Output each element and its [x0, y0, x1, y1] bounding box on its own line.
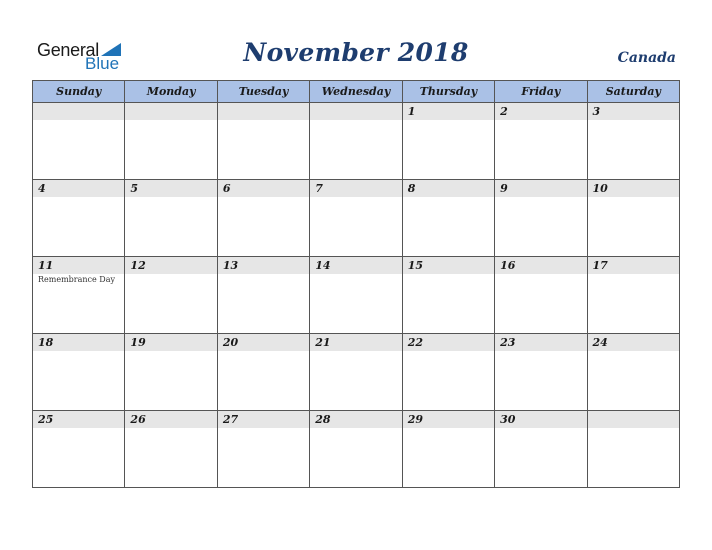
day-number: 20 — [222, 336, 239, 349]
day-number: 13 — [222, 259, 239, 272]
day-cell — [33, 411, 125, 488]
day-number: 24 — [592, 336, 608, 349]
day-number: 30 — [500, 413, 516, 426]
day-cell — [495, 334, 587, 411]
day-cell — [310, 257, 402, 334]
day-cell — [33, 180, 125, 257]
day-cell — [125, 180, 217, 257]
day-number: 22 — [407, 336, 423, 349]
day-number: 21 — [315, 336, 331, 349]
day-cell — [402, 411, 494, 488]
day-cell-header — [403, 411, 494, 428]
weekday-header-row — [33, 81, 680, 103]
day-number: 6 — [222, 182, 231, 195]
day-number: 14 — [315, 259, 331, 272]
day-cell — [310, 180, 402, 257]
day-cell-header — [310, 334, 401, 351]
day-cell-header — [125, 334, 216, 351]
day-cell — [310, 411, 402, 488]
calendar-grid — [32, 80, 680, 488]
week-row — [33, 103, 680, 180]
day-cell-header — [310, 103, 401, 120]
logo-text-blue: Blue — [85, 54, 120, 73]
country-label: Canada — [617, 50, 676, 66]
day-cell-header — [125, 257, 216, 274]
day-cell — [217, 334, 309, 411]
day-cell-header — [218, 334, 309, 351]
day-cell-header — [403, 180, 494, 197]
day-number: 28 — [315, 413, 331, 426]
day-number: 17 — [592, 259, 608, 272]
day-cell-header — [495, 411, 586, 428]
week-row — [33, 180, 680, 257]
day-cell-header — [218, 180, 309, 197]
day-cell — [495, 180, 587, 257]
day-cell — [33, 334, 125, 411]
empty-day-cell — [310, 103, 402, 180]
day-cell-header — [310, 257, 401, 274]
day-cell — [495, 411, 587, 488]
day-cell-header — [588, 334, 679, 351]
day-number: 26 — [130, 413, 146, 426]
day-cell-header — [33, 411, 124, 428]
day-cell-header — [588, 180, 679, 197]
weekday-header: Friday — [495, 81, 587, 103]
day-cell — [125, 257, 217, 334]
day-cell — [310, 334, 402, 411]
day-number: 27 — [222, 413, 239, 426]
day-cell-header — [495, 103, 586, 120]
day-cell — [402, 257, 494, 334]
week-row — [33, 257, 680, 334]
day-number: 4 — [38, 182, 46, 195]
day-number: 7 — [315, 182, 323, 195]
day-number: 12 — [130, 259, 146, 272]
day-number: 10 — [592, 182, 608, 195]
day-cell — [495, 103, 587, 180]
day-cell-header — [588, 103, 679, 120]
day-cell — [125, 411, 217, 488]
empty-day-cell — [33, 103, 125, 180]
day-cell-header — [218, 103, 309, 120]
holiday-label: Remembrance Day — [38, 275, 115, 284]
day-cell-header — [588, 411, 679, 428]
day-number: 18 — [38, 336, 54, 349]
day-cell-header — [403, 334, 494, 351]
empty-day-cell — [587, 411, 679, 488]
day-cell — [587, 180, 679, 257]
week-row — [33, 411, 680, 488]
day-number: 15 — [407, 259, 423, 272]
day-cell — [587, 103, 679, 180]
day-cell — [217, 411, 309, 488]
weekday-header: Thursday — [402, 81, 494, 103]
day-number: 3 — [592, 105, 601, 118]
day-cell-header — [495, 180, 586, 197]
day-cell — [402, 180, 494, 257]
day-cell — [217, 180, 309, 257]
page-title: November 2018 — [243, 38, 469, 67]
day-cell — [217, 257, 309, 334]
day-number: 29 — [407, 413, 423, 426]
day-cell-header — [125, 180, 216, 197]
day-cell-header — [218, 257, 309, 274]
empty-day-cell — [217, 103, 309, 180]
empty-day-cell — [125, 103, 217, 180]
day-cell-header — [310, 180, 401, 197]
day-cell-header — [495, 257, 586, 274]
day-cell — [402, 334, 494, 411]
day-cell-header — [33, 180, 124, 197]
day-cell-header — [403, 257, 494, 274]
logo-text-general: General — [37, 40, 99, 60]
day-number: 11 — [38, 259, 54, 272]
day-cell-header — [495, 334, 586, 351]
day-number: 2 — [500, 105, 508, 118]
day-cell-header — [310, 411, 401, 428]
day-number: 9 — [500, 182, 508, 195]
day-number: 16 — [500, 259, 516, 272]
day-cell-header — [218, 411, 309, 428]
day-cell-header — [125, 411, 216, 428]
day-cell — [587, 257, 679, 334]
day-cell-header — [125, 103, 216, 120]
day-cell-header — [33, 334, 124, 351]
week-row — [33, 334, 680, 411]
day-cell — [125, 334, 217, 411]
day-cell-header — [33, 103, 124, 120]
weekday-header: Wednesday — [310, 81, 402, 103]
day-cell — [402, 103, 494, 180]
day-cell — [495, 257, 587, 334]
day-number: 19 — [130, 336, 146, 349]
day-cell-header — [33, 257, 124, 274]
day-number: 1 — [407, 105, 416, 118]
day-cell-header — [403, 103, 494, 120]
weekday-header: Sunday — [33, 81, 125, 103]
weekday-header: Saturday — [587, 81, 679, 103]
day-number: 25 — [38, 413, 54, 426]
day-cell — [587, 334, 679, 411]
day-number: 8 — [407, 182, 416, 195]
day-number: 5 — [130, 182, 139, 195]
weekday-header: Monday — [125, 81, 217, 103]
day-number: 23 — [500, 336, 516, 349]
day-cell — [33, 257, 125, 334]
weekday-header: Tuesday — [217, 81, 309, 103]
day-cell-header — [588, 257, 679, 274]
